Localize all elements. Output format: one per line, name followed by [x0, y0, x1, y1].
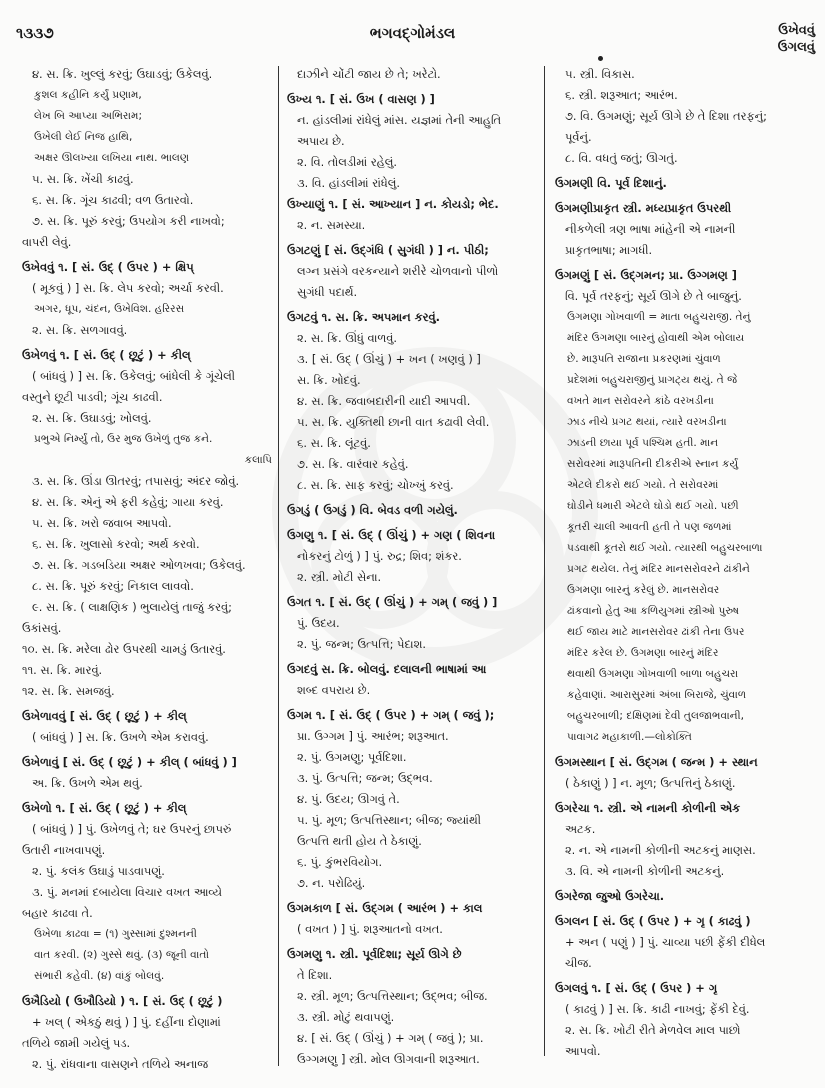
entry-line: અગર, ધૂપ, ચંદન, ઉખેવિશ. હરિરસ: [34, 303, 185, 315]
entry-line: ૫. સ. ક્રિ. ખરો જવાબ આપવો.: [32, 516, 172, 530]
entry-headword-line: ઉખેળાવું [ સં. ઉદ્ ( છૂટું ) + કીલ્ ( બાંધવું ) ]: [22, 755, 237, 769]
column-divider: [278, 66, 279, 1066]
entry-line: ૨. પું. કલંક ઉઘાડું પાડવાપણું.: [32, 864, 165, 878]
entry-headword-line: ઉખેળાવવું [ સં. ઉદ્ ( છૂટું ) + કીલ્: [22, 709, 187, 723]
entry-line: નોકરનું ટોળું ) ] પું. રુદ્ર; શિવ; શંકર.: [297, 549, 462, 563]
entry-line: ( કાઢવું ) ] સ. ક્રિ. કાઢી નાખવું; ફેંકી દેવું.: [565, 1002, 750, 1016]
entry-line: પું. ઉદય.: [297, 616, 340, 630]
entry-line: ૪. સ. ક્રિ. ખુલ્લું કરવું; ઉઘાડવું; ઉકેલવું.: [32, 67, 213, 81]
entry-line: ૫. સ. ક્રિ. યુક્તિથી છાની વાત કઢાવી લેવી.: [297, 415, 490, 429]
entry-line: અપાય છે.: [297, 134, 345, 148]
entry-headword-line: ઉગમણી વિ. પૂર્વ દિશાનું.: [555, 176, 667, 190]
entry-line: ૬. પું. કુંભરવિયોગ.: [297, 855, 383, 869]
guide-word-last: ઉગલવું: [777, 40, 815, 55]
entry-line: ઝાડની છાયા પૂર્વ પશ્ચિમ હતી. માન: [567, 437, 719, 449]
entry-line: ૨. પું. રાંધવાના વાસણને તળિયે અનાજ: [32, 1057, 209, 1071]
entry-line: નીકળેલી ત્રણ ભાષા માંહેની એ નામની: [565, 222, 736, 236]
entry-line: ૨. ન. સમસ્યા.: [297, 218, 366, 232]
entry-line: છે. મારૂપતિ રાજાના પ્રકરણમાં ચુંવાળ: [567, 353, 721, 365]
entry-line: ૨. પું. ઉગમણુ; પૂર્વદિશા.: [297, 750, 407, 764]
entry-line: ઘોડીને ધમારી એટલે ઘોડો થઈ ગયો. પછી: [567, 500, 739, 512]
guide-words: [778, 22, 815, 56]
entry-line: ઉગમણા બારનું કરેલું છે. માનસરોવર: [567, 584, 720, 596]
entry-line: ( બાંધવું ) ] સ. ક્રિ. ઉખળે એમ કરાવવું.: [32, 730, 209, 744]
entry-headword-line: ઉગટવું ૧. સ. ક્રિ. અપમાન કરવું.: [287, 310, 440, 324]
entry-line: ૨. સ. ક્રિ. ઊંધું વાળવું.: [297, 331, 397, 345]
entry-line: તળિયે જામી ગયેલું પડ.: [22, 1036, 131, 1050]
entry-line: મંદિર ઉગમણા બારનું હોવાથી એમ બોલાય: [567, 332, 745, 344]
entry-line: ૭. સ. ક્રિ. ગડબડિયા અક્ષર ઓળખવા; ઉકેલવું.: [32, 558, 246, 572]
entry-line: દાઝીને ચોંટી જાય છે તે; ખરેટો.: [297, 67, 441, 81]
entry-headword-line: ઉખ્ય ૧. [ સં. ઉખ ( વાસણ ) ]: [287, 92, 435, 106]
entry-line: ૨. ન. એ નામની કોળીની અટકનું માણસ.: [565, 843, 756, 857]
entry-line: લેખ બિ આપ્યા અભિરામ;: [34, 110, 143, 122]
entry-headword-line: ઉખૈડિયો ( ઉખૌડિયો ) ૧. [ સં. ઉદ્ ( છૂટું ): [22, 994, 223, 1008]
entry-headword-line: ઉગમસ્થાન [ સં. ઉદ્ગમ ( જન્મ ) + સ્થાન: [555, 755, 758, 769]
entry-line: અ. ક્રિ. ઉખળે એમ થવું.: [32, 776, 143, 790]
entry-line: ૬. સ. ક્રિ. ગૂંચ કાઢવી; વળ ઉતારવો.: [32, 193, 194, 207]
page-header: [0, 0, 825, 56]
entry-headword-line: ઉગત ૧. [ સં. ઉદ્ ( ઊંચું ) + ગમ્ ( જવું ) ]: [287, 595, 498, 609]
entry-line: ૪. [ સં. ઉદ્ ( ઊંચું ) + ગમ્ ( જવું ); પ્રા.: [297, 1031, 484, 1045]
entry-line: કહેવાણાં. આરાસુરમાં અંબા બિરાજે, ચુંવાળ: [567, 689, 747, 701]
page-number: ૧૩૩૭: [16, 24, 54, 42]
entry-line: ૪. પું. ઉદય; ઊગવું તે.: [297, 792, 400, 806]
entry-line: ઝાડ નીચે પ્રગટ થયાં, ત્યારે વરખડીના: [567, 416, 727, 428]
entry-line: ૭. સ. ક્રિ. પૂરું કરવું; ઉપયોગ કરી નાખવો;: [32, 214, 225, 228]
entry-line: ૨. વિ. તોલડીમાં રહેલું.: [297, 155, 398, 169]
column-right: [555, 64, 813, 1062]
entry-line: ૪. સ. ક્રિ. એનું એ ફરી કહેવું; ગાયા કરવું.: [32, 495, 224, 509]
entry-line: ઉખેળા કાઢવા = (૧) ગુસ્સામાં દુશ્મનની: [34, 928, 197, 940]
entry-line: કૂતરી ચાલી આવતી હતી તે પણ જળમાં: [567, 521, 732, 533]
column-divider: [544, 66, 545, 1056]
entry-line: ૩. વિ. હાંડલીમાં રાંધેલું.: [297, 176, 400, 190]
entry-line: ૧૧. સ. ક્રિ. મારવું.: [22, 663, 103, 677]
entry-line: સુગંધી પદાર્થ.: [297, 285, 358, 299]
entry-line: ૬. સ. ક્રિ. લૂંટવું.: [297, 436, 371, 450]
entry-line: વાપરી લેવું.: [22, 235, 72, 249]
entry-line: ( બાંધવું ) ] પું. ઉખેળવું તે; ઘર ઉપરનું છાપરું: [32, 822, 232, 836]
entry-headword-line: ઉગલવું ૧. [ સં. ઉદ્ ( ઉપર ) + ગૃ: [555, 981, 718, 995]
entry-line: ૨. સ્ત્રી. મોટી સેના.: [297, 570, 382, 584]
entry-headword-line: ઉગમકાળ [ સં. ઉદ્ગમ ( આરંભ ) + કાલ: [287, 901, 483, 915]
entry-line: ૬. સ. ક્રિ. ખુલાસો કરવો; અર્થ કરવો.: [32, 537, 200, 551]
entry-line: ઉતારી નાખવાપણું.: [22, 843, 106, 857]
entry-line: બહુચરબાળી; દક્ષિણમાં દેવી તુલજાભવાની,: [567, 710, 745, 722]
entry-line: ૫. સ. ક્રિ. ખેંચી કાઢવું.: [32, 172, 134, 186]
entry-line: ૩. સ. ક્રિ. ઊંડા ઊતરવું; તપાસવું; અંદર જોવું.: [32, 474, 240, 488]
entry-line: ૨. સ. ક્રિ. ઉઘાડવું; ખોલવું.: [32, 411, 152, 425]
entry-headword-line: ઉખેળો ૧. [ સં. ઉદ્ ( છૂટું ) + કીલ્: [22, 801, 187, 815]
entry-line: ૭. ન. પરોઢિયું.: [297, 876, 366, 890]
entry-line: ૫. સ્ત્રી. વિકાસ.: [565, 67, 635, 81]
entry-headword-line: ઉખેવવું ૧. [ સં. ઉદ્ ( ઉપર ) + ક્ષિપ્: [22, 260, 194, 274]
entry-line: ( વખત ) ] પું. શરૂઆતનો વખત.: [297, 922, 443, 936]
entry-line: ઉગ્ગમણુ ] સ્ત્રી. મોલ ઊગવાની શરૂઆત.: [297, 1052, 480, 1066]
entry-headword-line: ઉગમણીપ્રાકૃત સ્ત્રી. મધ્યપ્રાકૃત ઉપરથી: [555, 201, 732, 215]
entry-line: ( ઠેકાણું ) ] ન. મૂળ; ઉત્પત્તિનું ઠેકાણું.: [565, 776, 736, 790]
entry-line: ૪. સ. ક્રિ. જવાબદારીની યાદી આપવી.: [297, 394, 471, 408]
entry-line: એટલે દીકરો થઈ ગયો. તે સરોવરમાં: [567, 479, 719, 491]
entry-line: કુશલ કહીનિ કર્યું પ્રણામ,: [34, 89, 142, 101]
entry-headword-line: ઉગલન [ સં. ઉદ્ ( ઉપર ) + ગૃ ( કાઢવું ): [555, 914, 751, 928]
entry-line: ૨. સ. ક્રિ. ખોટી રીતે મેળવેલ માલ પાછો: [565, 1023, 741, 1037]
entry-line: ૩. વિ. એ નામની કોળીની અટકનું.: [565, 864, 725, 878]
entry-headword-line: ઉગરેજા જુઓ ઉગરેચા.: [555, 889, 665, 903]
entry-line: સ. ક્રિ. ખોદવું.: [297, 373, 361, 387]
entry-line: સરોવરમાં મારૂપતિની દીકરીએ સ્નાન કર્યું: [567, 458, 739, 470]
entry-line: ઢાંકવાનો હેતુ આ કળિયુગમાં સ્ત્રીઓ પુરુષ: [567, 605, 740, 617]
entry-headword-line: ઉગદવું સ. ક્રિ. બોલવું. દલાલની ભાષામાં આ: [287, 662, 487, 676]
entry-line: પડવાથી કૂતરો થઈ ગયો. ત્યારથી બહુચરબાળા: [567, 542, 763, 554]
entry-line: પૂર્વનું.: [565, 130, 592, 144]
entry-line: અક્ષર ઊલખ્યા લખિયા નાથ. ભાલણ: [34, 152, 190, 164]
entry-line: લગ્ન પ્રસંગે વરકન્યાને શરીરે ચોળવાનો પીળો: [297, 264, 499, 278]
entry-line: પ્રાકૃતભાષા; માગધી.: [565, 243, 653, 257]
entry-headword-line: ઉગણુ ૧. [ સં. ઉદ્ ( ઊંચું ) + ગણ ( શિવના: [287, 528, 496, 542]
entry-line: થવાથી ઉગમણા ગોખવાળી બાળા બહુચરા: [567, 668, 739, 680]
entry-line: ચીજ.: [565, 956, 592, 970]
entry-line: + ખલ્ ( એકઠું થવું ) ] પું. દહીંના દોણામાં: [32, 1015, 221, 1029]
entry-line: ૨. સ્ત્રી. મૂળ; ઉત્પત્તિસ્થાન; ઉદ્ભવ; બીજ.: [297, 989, 488, 1003]
entry-line: વખતે માન સરોવરને કાંઠે વરખડીના: [567, 395, 714, 407]
running-title: ભગવદ્ગોમંડલ: [369, 24, 456, 42]
entry-line: ૩. [ સં. ઉદ્ ( ઊંચું ) + ખન ( ખણવું ) ]: [297, 352, 481, 366]
entry-headword-line: ઉગટણું [ સં. ઉદ્ગંધિ ( સુગંધી ) ] ન. પીઠી;: [287, 243, 489, 257]
entry-line: ( બાંધવું ) ] સ. ક્રિ. ઉકેલવું; બાંધેલી કે ગૂંચેલી: [32, 369, 236, 383]
entry-headword-line: ઉગમણુ ૧. સ્ત્રી. પૂર્વદિશા; સૂર્ય ઊગે છે: [287, 947, 462, 961]
entry-line: પ્રા. ઉગ્ગમ ] પું. આરંભ; શરૂઆત.: [297, 729, 449, 743]
entry-line: બહાર કાઢવા તે.: [22, 906, 93, 920]
entry-line: ન. હાંડલીમાં રાંધેલું માંસ. યજ્ઞમાં તેની આહુતિ: [297, 113, 502, 127]
entry-line: કલાપિ: [244, 454, 272, 466]
guide-word-first: ઉખેવવું: [778, 23, 815, 38]
entry-line: ( મૂકવું ) ] સ. ક્રિ. લેપ કરવો; અર્ચા કરવી.: [32, 281, 224, 295]
entry-headword-line: ઉગડું ( ઉગડું ) વિ. બેવડ વળી ગયેલું.: [287, 503, 458, 517]
entry-line: વસ્તુને છૂટી પાડવી; ગૂંચ કાઢવી.: [22, 390, 163, 404]
entry-line: ૮. સ. ક્રિ. સાફ કરવું; ચોખ્ખું કરવું.: [297, 478, 454, 492]
entry-line: તે દિશા.: [297, 968, 333, 982]
entry-line: ૨. પું. જન્મ; ઉત્પત્તિ; પેદાશ.: [297, 637, 426, 651]
entry-line: ૮. સ. ક્રિ. પૂરું કરવું; નિકાલ લાવવો.: [32, 579, 194, 593]
entry-line: ૩. પું. ઉત્પત્તિ; જન્મ; ઉદ્ભવ.: [297, 771, 433, 785]
entry-line: ૧૨. સ. ક્રિ. સમજવું.: [22, 684, 115, 698]
entry-line: ઉગમણા ગોખવાળી = માતા બહુચરાજી. તેનું: [567, 311, 751, 323]
entry-line: પાવાગઢ મહાકાળી.—લોકોક્તિ: [567, 731, 692, 743]
entry-line: ૬. સ્ત્રી. શરૂઆત; આરંભ.: [565, 88, 678, 102]
entry-line: વિ. પૂર્વ તરફનું; સૂર્ય ઊગે છે તે બાજુનું.: [565, 289, 742, 303]
entry-headword-line: ઉગમ ૧. [ સં. ઉદ્ ( ઉપર ) + ગમ્ ( જવું );: [287, 708, 495, 722]
entry-line: + અન ( પણું ) ] પું. ચાવ્યા પછી ફેંકી દીધેલ: [565, 935, 766, 949]
entry-line: ૭. સ. ક્રિ. વારંવાર કહેવું.: [297, 457, 409, 471]
entry-line: ઉખેલી લેઈ નિજ હાથિ,: [34, 131, 133, 143]
entry-headword-line: ઉગમણું [ સં. ઉદ્ગમન; પ્રા. ઉગ્ગમણ ]: [555, 268, 737, 282]
entry-line: ૫. પું. મૂળ; ઉત્પત્તિસ્થાન; બીજ; જ્યાંથી: [297, 813, 481, 827]
entry-line: ૨. સ. ક્રિ. સળગાવવું.: [32, 323, 128, 337]
ink-dot: [598, 56, 603, 61]
entry-line: સંભારી કહેવી. (૪) વાંકું બોલવું.: [34, 970, 165, 982]
entry-line: વાત કરવી. (૨) ગુસ્સે થવું. (૩) જૂની વાતો: [34, 949, 210, 961]
entry-line: ૧૦. સ. ક્રિ. મરેલા ઢોર ઉપરથી ચામડું ઉતારવું.: [22, 642, 226, 656]
entry-line: શબ્દ વપરાય છે.: [297, 683, 371, 697]
entry-line: ૩. સ્ત્રી. મોટું થવાપણું.: [297, 1010, 395, 1024]
column-middle: [287, 64, 537, 1070]
entry-line: ઉત્પત્તિ થતી હોય તે ઠેકાણું.: [297, 834, 422, 848]
entry-line: ૮. વિ. વધતું જતું; ઊગતું.: [565, 151, 678, 165]
entry-line: મંદિર કરેલ છે. ઉગમણા બારનું મંદિર: [567, 647, 719, 659]
entry-line: પ્રભુએ નિર્મ્યું તો, ઉર મુજ ઉખેળું તુજ કને.: [34, 433, 213, 445]
entry-line: પ્રદેશમાં બહુચરાજીનું પ્રાગટ્ય થયું. તે જે: [567, 374, 738, 386]
entry-line: ૭. વિ. ઉગમણું; સૂર્ય ઊગે છે તે દિશા તરફનું;: [565, 109, 767, 123]
entry-line: થઈ જાય માટે માનસરોવર ઢાંકી તેના ઉપર: [567, 626, 745, 638]
entry-headword-line: ઉખ્યાણું ૧. [ સં. આખ્યાન ] ન. કોયડો; ભેદ.: [287, 197, 499, 211]
entry-line: ૯. સ. ક્રિ. ( લાક્ષણિક ) ભુલાયેલું તાજું કરવું;: [32, 600, 232, 614]
column-left: [22, 64, 274, 1075]
entry-headword-line: ઉખેળવું ૧. [ સં. ઉદ્ ( છૂટું ) + કીલ્: [22, 348, 191, 362]
entry-line: આપવો.: [565, 1044, 601, 1058]
entry-line: અટક.: [565, 822, 596, 836]
entry-headword-line: ઉગરેચા ૧. સ્ત્રી. એ નામની કોળીની એક: [555, 801, 741, 815]
entry-line: પ્રગટ થયેલ. તેનું મંદિર માનસરોવરને ઢાંકીને: [567, 563, 750, 575]
entry-line: ૩. પું. મનમાં દબાયેલા વિચાર વખત આવ્યે: [32, 885, 223, 899]
entry-line: ઉકાંસવું.: [22, 621, 62, 635]
